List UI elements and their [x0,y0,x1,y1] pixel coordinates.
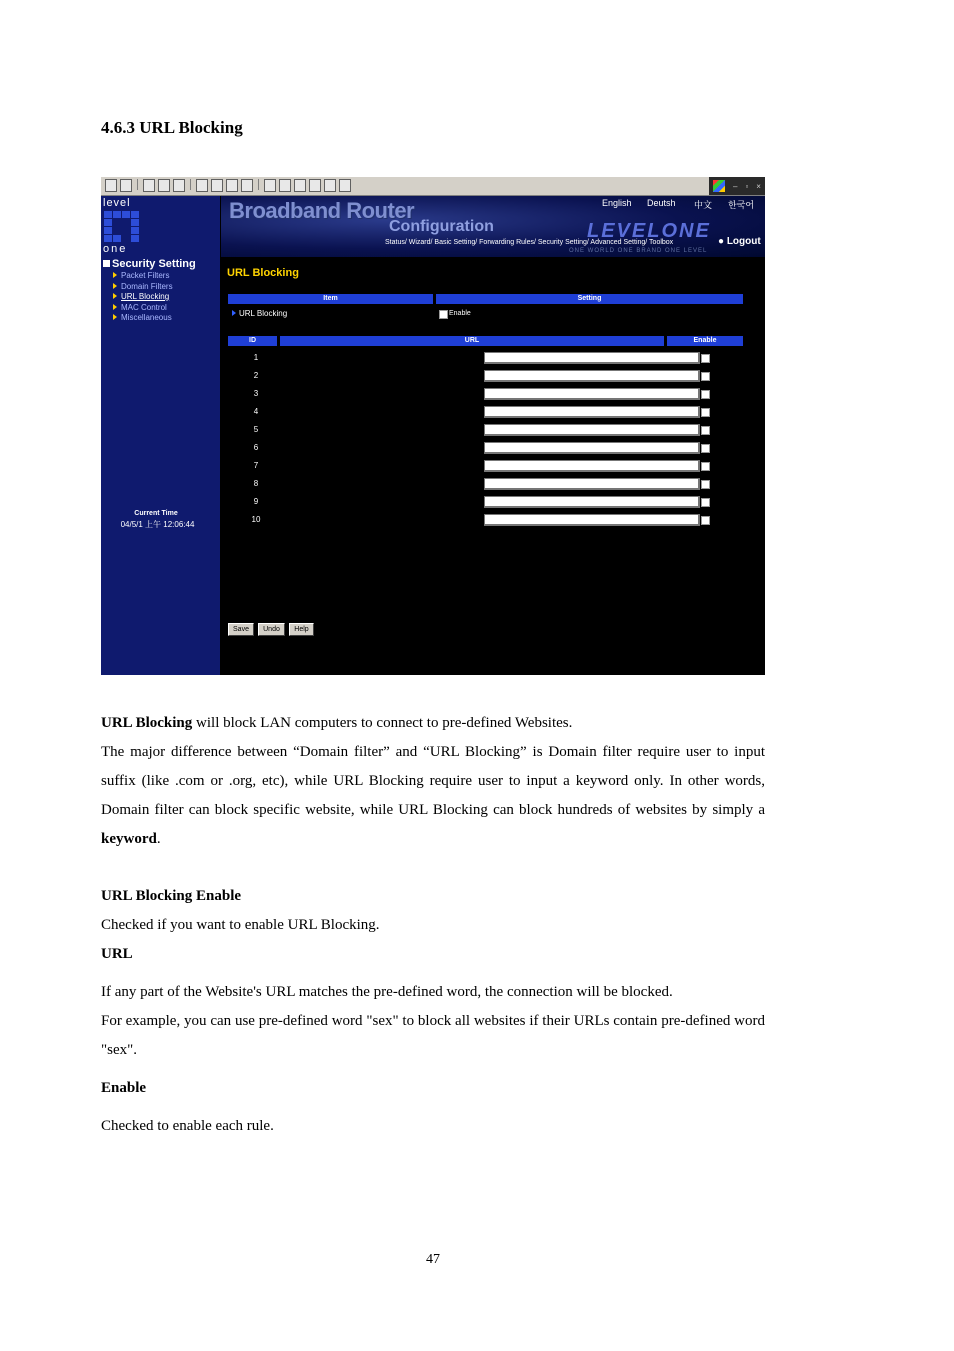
rule-enable-checkbox[interactable] [701,480,710,489]
row-id: 7 [253,461,259,470]
row-id: 3 [253,389,259,398]
search-icon[interactable] [196,179,208,192]
url-blocking-enable-label: Enable [449,310,471,317]
sidebar-item-mac-control[interactable]: MAC Control [113,303,173,314]
url-text1: If any part of the Website's URL matches the pre-defined word, the connection will be blocked. [101,984,673,1000]
edit-icon[interactable] [294,179,306,192]
url-input[interactable] [484,442,700,454]
router-banner [221,196,765,257]
sidebar-item-url-blocking[interactable]: URL Blocking [113,292,173,303]
top-nav[interactable]: Status/ Wizard/ Basic Setting/ Forwarding Rules/ Security Setting/ Advanced Setting/ Toolbox [385,239,674,246]
section-heading: 4.6.3 URL Blocking [101,118,243,137]
banner-title: Broadband Router [229,198,415,223]
arrow-right-icon [113,304,117,310]
media-icon[interactable] [241,179,253,192]
arrow-right-icon [113,293,117,299]
rule-enable-checkbox[interactable] [701,498,710,507]
enable-section [101,882,765,969]
header-enable: Enable [667,336,743,346]
row-id: 4 [253,407,259,416]
rule-enable-checkbox[interactable] [701,408,710,417]
sidebar-item-miscellaneous[interactable]: Miscellaneous [113,313,173,324]
print-icon[interactable] [279,179,291,192]
back-icon[interactable] [105,179,117,192]
rule-heading: Enable [101,1080,147,1096]
sidebar-menu [113,271,173,324]
rule-enable-checkbox[interactable] [701,516,710,525]
sidebar-item-domain-filters[interactable]: Domain Filters [113,282,173,293]
row-id: 6 [253,443,259,452]
arrow-right-icon [113,314,117,320]
url-input[interactable] [484,388,700,400]
window-controls [709,177,765,195]
browser-toolbar [101,177,765,196]
arrow-right-icon [113,283,117,289]
rule-enable-checkbox[interactable] [701,354,710,363]
row-id: 9 [253,497,259,506]
url-input[interactable] [484,478,700,490]
enable-text: Checked if you want to enable URL Blocking. [101,917,380,933]
row-id: 1 [253,353,259,362]
current-time-label: Current Time [134,510,178,517]
url-input[interactable] [484,370,700,382]
help-button[interactable]: Help [289,623,314,636]
level-one-logo: level one [103,198,145,256]
rule-enable-checkbox[interactable] [701,426,710,435]
content-title: URL Blocking [227,267,299,279]
enable-heading: URL Blocking Enable [101,888,242,904]
setting-row-label: URL Blocking [232,309,287,318]
row-id: 8 [253,479,259,488]
arrow-right-icon [232,310,236,316]
row-id: 5 [253,425,259,434]
intro-paragraph: URL Blocking will block LAN computers to connect to pre-defined Websites. The major difference between “Domain filter” and “URL Blocking” is Domain filter require user to input suffix (like .com or .org, etc), while URL Blocking require user to input a keyword only. In other words, Domain filter can block specific website, while URL Blocking can block hundreds of websites by simply a keyword. [101,715,765,847]
close-icon[interactable]: × [756,181,761,191]
rule-enable-checkbox[interactable] [701,462,710,471]
url-text2: For example, you can use pre-defined word "sex" to block all websites if their URLs contain pre-defined word "sex". [101,1013,765,1058]
url-input[interactable] [484,406,700,418]
header-setting: Setting [436,294,743,304]
messenger-icon[interactable] [324,179,336,192]
discuss-icon[interactable] [309,179,321,192]
tools-icon[interactable] [339,179,351,192]
home-icon[interactable] [173,179,185,192]
lang-korean[interactable]: 한국어 [728,200,755,210]
url-input[interactable] [484,424,700,436]
banner-subtitle: Configuration [389,218,494,235]
lang-english[interactable]: English [602,198,632,208]
sidebar-item-packet-filters[interactable]: Packet Filters [113,271,173,282]
lang-deutsh[interactable]: Deutsh [647,198,676,208]
current-time-value: 04/5/1 上午 12:06:44 [120,520,195,529]
rule-enable-checkbox[interactable] [701,444,710,453]
arrow-right-icon [113,272,117,278]
minimize-icon[interactable]: – [733,181,738,191]
sidebar [101,196,220,675]
rule-enable-checkbox[interactable] [701,372,710,381]
banner-tagline: ONE WORLD ONE BRAND ONE LEVEL [569,248,708,254]
refresh-icon[interactable] [158,179,170,192]
save-button[interactable]: Save [228,623,254,636]
history-icon[interactable] [226,179,238,192]
url-blocking-enable-checkbox[interactable] [439,310,448,319]
forward-icon[interactable] [120,179,132,192]
main-content [221,257,765,675]
favorites-icon[interactable] [211,179,223,192]
windows-logo-icon [713,180,725,192]
levelone-brand: LEVELONE [587,220,711,242]
page-number: 47 [426,1252,440,1267]
sidebar-section-title[interactable]: Security Setting [103,258,196,270]
url-heading: URL [101,946,133,962]
url-section [101,978,765,1065]
rule-text: Checked to enable each rule. [101,1118,274,1134]
url-input[interactable] [484,352,700,364]
router-screenshot [101,177,765,675]
url-input[interactable] [484,496,700,508]
rule-enable-checkbox[interactable] [701,390,710,399]
row-id: 2 [253,371,259,380]
header-url: URL [280,336,664,346]
row-id: 10 [251,515,261,524]
header-id: ID [228,336,277,346]
check-icon [103,260,110,267]
logout-link[interactable]: ● Logout [718,236,761,247]
mail-icon[interactable] [264,179,276,192]
restore-icon[interactable]: ▫ [745,181,749,191]
lang-chinese[interactable]: 中文 [694,200,713,210]
stop-icon[interactable] [143,179,155,192]
url-input[interactable] [484,460,700,472]
url-input[interactable] [484,514,700,526]
undo-button[interactable]: Undo [258,623,285,636]
header-item: Item [228,294,433,304]
